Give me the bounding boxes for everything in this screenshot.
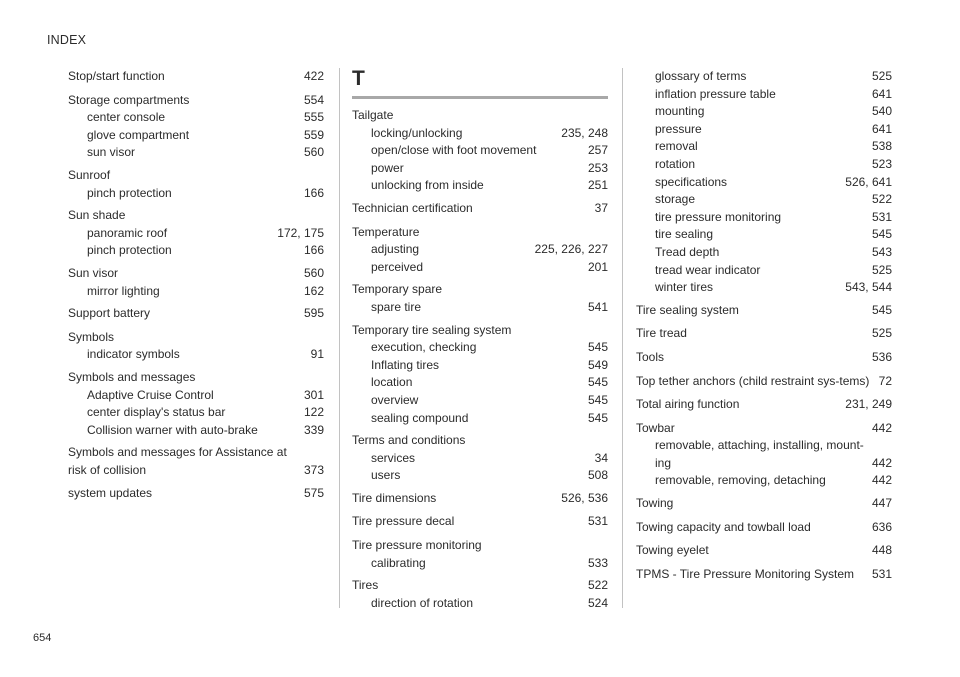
index-term-text: Top tether anchors (child restraint sys-tems) — [636, 373, 870, 388]
index-term — [636, 349, 892, 367]
index-term-text: Temporary spare — [352, 282, 443, 297]
index-subterm-text: tire sealing — [655, 227, 714, 242]
index-subterm-text: Collision warner with auto-brake — [87, 422, 258, 437]
index-term — [68, 444, 324, 479]
index-term — [636, 302, 892, 320]
index-subterm-text: mounting — [655, 104, 705, 119]
index-subterm-page: 641 — [871, 86, 892, 101]
index-subterm — [352, 374, 608, 392]
index-entry — [68, 68, 324, 86]
index-term-page: 422 — [303, 69, 324, 83]
index-term — [68, 305, 324, 323]
index-term-page: 531 — [587, 514, 608, 529]
index-entry — [636, 396, 892, 414]
index-subterm-page: 543, 544 — [845, 280, 892, 295]
index-subterm-text: storage — [655, 192, 696, 207]
index-subterm-page: 533 — [587, 555, 608, 570]
index-subterm — [636, 244, 892, 262]
index-entry — [352, 537, 608, 572]
index-subterm-text: locking/unlocking — [371, 125, 463, 140]
index-subterm-page: 525 — [871, 262, 892, 277]
index-term — [352, 322, 608, 340]
index-subterm-page: 122 — [303, 405, 324, 420]
index-entry — [68, 92, 324, 162]
index-term — [68, 167, 324, 185]
index-subterm — [68, 283, 324, 301]
index-term — [352, 577, 608, 595]
index-term-text: system updates — [68, 486, 153, 501]
index-subterm-text: Adaptive Cruise Control — [87, 387, 214, 402]
index-entry — [352, 432, 608, 485]
index-subterm-text: pressure — [655, 121, 702, 136]
index-term-text: Sun visor — [68, 265, 119, 280]
index-entry — [352, 200, 608, 218]
index-subterm-page: 543 — [871, 244, 892, 259]
index-term-text: Terms and conditions — [352, 433, 466, 448]
index-subterm-text: power — [371, 160, 404, 175]
index-term — [68, 485, 324, 503]
index-term — [68, 207, 324, 225]
index-entry — [68, 329, 324, 364]
index-subterm-text: services — [371, 450, 416, 465]
index-entry — [68, 265, 324, 300]
index-term-page: 522 — [587, 578, 608, 593]
index-subterm-text: specifications — [655, 174, 728, 189]
index-subterm-page: 162 — [303, 283, 324, 298]
section-letter-heading — [352, 68, 608, 99]
index-subterm — [636, 86, 892, 104]
index-subterm — [636, 279, 892, 297]
index-subterm-page: 525 — [871, 69, 892, 83]
index-entry — [68, 207, 324, 260]
index-subterm-page: 235, 248 — [561, 125, 608, 140]
index-subterm — [352, 467, 608, 485]
index-entry — [636, 68, 892, 297]
index-entry — [352, 224, 608, 277]
index-subterm-page: 301 — [303, 387, 324, 402]
index-term-text: Towing eyelet — [636, 543, 709, 558]
index-term — [636, 325, 892, 343]
index-subterm — [352, 410, 608, 428]
index-subterm — [352, 160, 608, 178]
index-term — [636, 373, 892, 391]
index-subterm — [68, 422, 324, 440]
index-term-text: Tire sealing system — [636, 302, 739, 317]
index-subterm-text: adjusting — [371, 242, 420, 257]
index-subterm-page: 442 — [871, 455, 892, 470]
index-subterm-page: 545 — [587, 410, 608, 425]
index-subterm — [352, 595, 608, 613]
index-term — [352, 537, 608, 555]
index-term-page: 526, 536 — [561, 490, 608, 505]
index-term — [636, 420, 892, 438]
index-entry — [636, 302, 892, 320]
index-term-page: 373 — [303, 462, 324, 477]
index-subterm-text: center display's status bar — [87, 405, 226, 420]
index-column-1 — [68, 68, 324, 509]
index-subterm-page: 91 — [310, 347, 324, 362]
index-subterm-text: center console — [87, 110, 166, 125]
index-subterm-page: 560 — [303, 145, 324, 160]
index-subterm — [352, 555, 608, 573]
index-term-page: 560 — [303, 265, 324, 280]
index-term — [352, 490, 608, 508]
index-subterm-text: panoramic roof — [87, 225, 168, 240]
index-subterm — [636, 226, 892, 244]
index-term-page: 636 — [871, 519, 892, 534]
index-subterm-text: indicator symbols — [87, 347, 180, 362]
index-subterm-page: 524 — [587, 595, 608, 610]
index-subterm — [636, 437, 892, 472]
index-term-page: 447 — [871, 496, 892, 511]
index-subterm-page: 555 — [303, 110, 324, 125]
index-term-text: Towing — [636, 496, 674, 511]
index-subterm-text: calibrating — [371, 555, 426, 570]
index-subterm — [352, 241, 608, 259]
index-subterm — [352, 142, 608, 160]
index-subterm-page: 531 — [871, 209, 892, 224]
index-entry — [636, 349, 892, 367]
index-term-text: Total airing function — [636, 397, 740, 412]
index-term-page: 231, 249 — [845, 397, 892, 412]
page-number: 654 — [33, 632, 52, 644]
index-term-page: 448 — [871, 543, 892, 558]
index-entry — [352, 577, 608, 612]
index-term-text: Tire dimensions — [352, 490, 437, 505]
index-subterm — [636, 138, 892, 156]
index-column-3 — [636, 68, 892, 589]
index-subterm-page: 522 — [871, 192, 892, 207]
index-subterm — [636, 156, 892, 174]
index-subterm-page: 339 — [303, 422, 324, 437]
index-subterm-text: removable, removing, detaching — [655, 473, 826, 488]
index-subterm-page: 508 — [587, 468, 608, 483]
index-entry — [352, 513, 608, 531]
index-term-page: 554 — [303, 92, 324, 107]
index-subterm-page: 201 — [587, 259, 608, 274]
index-subterm-text: location — [371, 375, 413, 390]
index-subterm-page: 172, 175 — [277, 225, 324, 240]
index-subterm — [636, 174, 892, 192]
index-subterm — [352, 392, 608, 410]
index-subterm-text: unlocking from inside — [371, 178, 484, 193]
index-subterm-page: 257 — [587, 143, 608, 158]
index-subterm-text: glove compartment — [87, 127, 190, 142]
index-entry — [636, 495, 892, 513]
index-entry — [68, 305, 324, 323]
index-subterm — [352, 125, 608, 143]
index-subterm — [636, 191, 892, 209]
index-subterm-text: sun visor — [87, 145, 136, 160]
index-term — [68, 68, 324, 86]
index-subterm — [352, 450, 608, 468]
index-term — [636, 566, 892, 584]
index-entry — [68, 485, 324, 503]
index-term-text: Symbols — [68, 329, 115, 344]
index-subterm-text: spare tire — [371, 299, 422, 314]
index-subterm-text: sealing compound — [371, 410, 469, 425]
page-header-title: INDEX — [47, 33, 87, 47]
index-term-text: Symbols and messages for Assistance at risk of collision — [68, 445, 287, 477]
index-subterm-text: mirror lighting — [87, 283, 160, 298]
index-subterm — [68, 144, 324, 162]
index-term-page: 531 — [871, 566, 892, 581]
index-subterm-text: rotation — [655, 156, 696, 171]
index-subterm — [352, 299, 608, 317]
index-subterm-page: 526, 641 — [845, 174, 892, 189]
index-entry — [68, 369, 324, 439]
index-subterm-text: tire pressure monitoring — [655, 209, 782, 224]
index-entry — [636, 325, 892, 343]
index-entry — [636, 566, 892, 584]
index-subterm — [636, 68, 892, 86]
index-column-2 — [352, 68, 608, 617]
index-term-page: 575 — [303, 486, 324, 501]
index-subterm-text: direction of rotation — [371, 595, 474, 610]
index-subterm-text: pinch protection — [87, 185, 172, 200]
index-term — [352, 200, 608, 218]
index-subterm — [352, 177, 608, 195]
index-subterm-page: 540 — [871, 104, 892, 119]
index-subterm-text: perceived — [371, 259, 424, 274]
index-term — [68, 265, 324, 283]
index-term-text: TPMS - Tire Pressure Monitoring System — [636, 566, 855, 581]
index-subterm-page: 523 — [871, 156, 892, 171]
index-subterm-page: 559 — [303, 127, 324, 142]
index-term — [352, 281, 608, 299]
index-term-page: 536 — [871, 349, 892, 364]
index-entry — [68, 444, 324, 479]
column-divider — [622, 68, 623, 608]
index-subterm-page: 34 — [594, 450, 608, 465]
index-term — [68, 92, 324, 110]
index-term — [636, 495, 892, 513]
index-term-text: Support battery — [68, 306, 151, 321]
index-term-text: Towing capacity and towball load — [636, 519, 811, 534]
index-term-text: Storage compartments — [68, 92, 190, 107]
index-subterm-page: 253 — [587, 160, 608, 175]
index-entry — [636, 420, 892, 490]
index-entry — [68, 167, 324, 202]
index-subterm-page: 545 — [587, 375, 608, 390]
index-subterm-text: tread wear indicator — [655, 262, 761, 277]
index-subterm-text: open/close with foot movement — [371, 143, 537, 158]
index-subterm-page: 641 — [871, 121, 892, 136]
index-subterm — [636, 472, 892, 490]
index-term-text: Tire pressure decal — [352, 514, 455, 529]
index-subterm-page: 545 — [871, 227, 892, 242]
index-term — [636, 519, 892, 537]
index-term — [352, 224, 608, 242]
index-subterm-text: users — [371, 468, 401, 483]
index-subterm — [68, 404, 324, 422]
index-subterm-page: 541 — [587, 299, 608, 314]
index-term-page: 37 — [594, 200, 608, 215]
index-subterm-text: Inflating tires — [371, 357, 440, 372]
index-term — [352, 107, 608, 125]
index-term-page: 442 — [871, 420, 892, 435]
index-entry — [352, 490, 608, 508]
index-entry — [352, 322, 608, 428]
index-term-page: 525 — [871, 326, 892, 341]
index-subterm — [68, 346, 324, 364]
index-subterm — [636, 103, 892, 121]
index-subterm — [68, 242, 324, 260]
index-term — [68, 369, 324, 387]
index-subterm — [636, 262, 892, 280]
index-subterm-page: 251 — [587, 178, 608, 193]
index-subterm — [68, 127, 324, 145]
index-subterm — [352, 357, 608, 375]
index-term — [352, 513, 608, 531]
index-subterm-page: 545 — [587, 392, 608, 407]
section-letter: T — [352, 67, 365, 90]
index-term-text: Technician certification — [352, 200, 473, 215]
index-term — [68, 329, 324, 347]
index-term-page: 595 — [303, 306, 324, 321]
index-entry — [636, 519, 892, 537]
index-term-text: Tools — [636, 349, 665, 364]
index-subterm-text: Tread depth — [655, 244, 720, 259]
index-subterm-page: 166 — [303, 185, 324, 200]
index-entry — [636, 373, 892, 391]
index-term-text: Tires — [352, 578, 379, 593]
index-subterm — [636, 121, 892, 139]
index-subterm-text: execution, checking — [371, 340, 477, 355]
index-subterm-page: 549 — [587, 357, 608, 372]
index-subterm-text: overview — [371, 392, 419, 407]
index-term-page: 72 — [878, 373, 892, 388]
index-term — [636, 396, 892, 414]
index-entry — [352, 281, 608, 316]
index-subterm-page: 545 — [587, 340, 608, 355]
index-subterm — [68, 185, 324, 203]
index-subterm-text: inflation pressure table — [655, 86, 776, 101]
index-term-text: Symbols and messages — [68, 369, 196, 384]
section-letter-rule — [352, 96, 608, 99]
index-term-text: Towbar — [636, 420, 675, 435]
index-subterm-text: removable, attaching, installing, mount-ing — [655, 438, 864, 470]
index-subterm-text: glossary of terms — [655, 69, 747, 83]
index-subterm — [68, 225, 324, 243]
index-subterm — [352, 259, 608, 277]
index-subterm-text: winter tires — [655, 280, 714, 295]
index-term-text: Sun shade — [68, 208, 126, 223]
index-term-text: Temperature — [352, 224, 420, 239]
index-subterm-text: pinch protection — [87, 243, 172, 258]
index-term-text: Temporary tire sealing system — [352, 322, 512, 337]
index-subterm — [68, 109, 324, 127]
index-entry — [636, 542, 892, 560]
index-term-text: Tire tread — [636, 326, 687, 341]
index-subterm-page: 538 — [871, 139, 892, 154]
index-term — [636, 542, 892, 560]
index-subterm-page: 442 — [871, 473, 892, 488]
index-term-text: Tailgate — [352, 108, 394, 122]
index-term-text: Tire pressure monitoring — [352, 538, 482, 553]
index-term-text: Sunroof — [68, 167, 111, 182]
index-subterm — [636, 209, 892, 227]
column-divider — [339, 68, 340, 608]
index-entry — [352, 107, 608, 195]
index-term-page: 545 — [871, 302, 892, 317]
index-subterm-text: removal — [655, 139, 698, 154]
index-term — [352, 432, 608, 450]
index-subterm-page: 166 — [303, 243, 324, 258]
index-subterm — [68, 387, 324, 405]
index-subterm-page: 225, 226, 227 — [534, 242, 608, 257]
index-term-text: Stop/start function — [68, 69, 165, 83]
index-subterm — [352, 339, 608, 357]
